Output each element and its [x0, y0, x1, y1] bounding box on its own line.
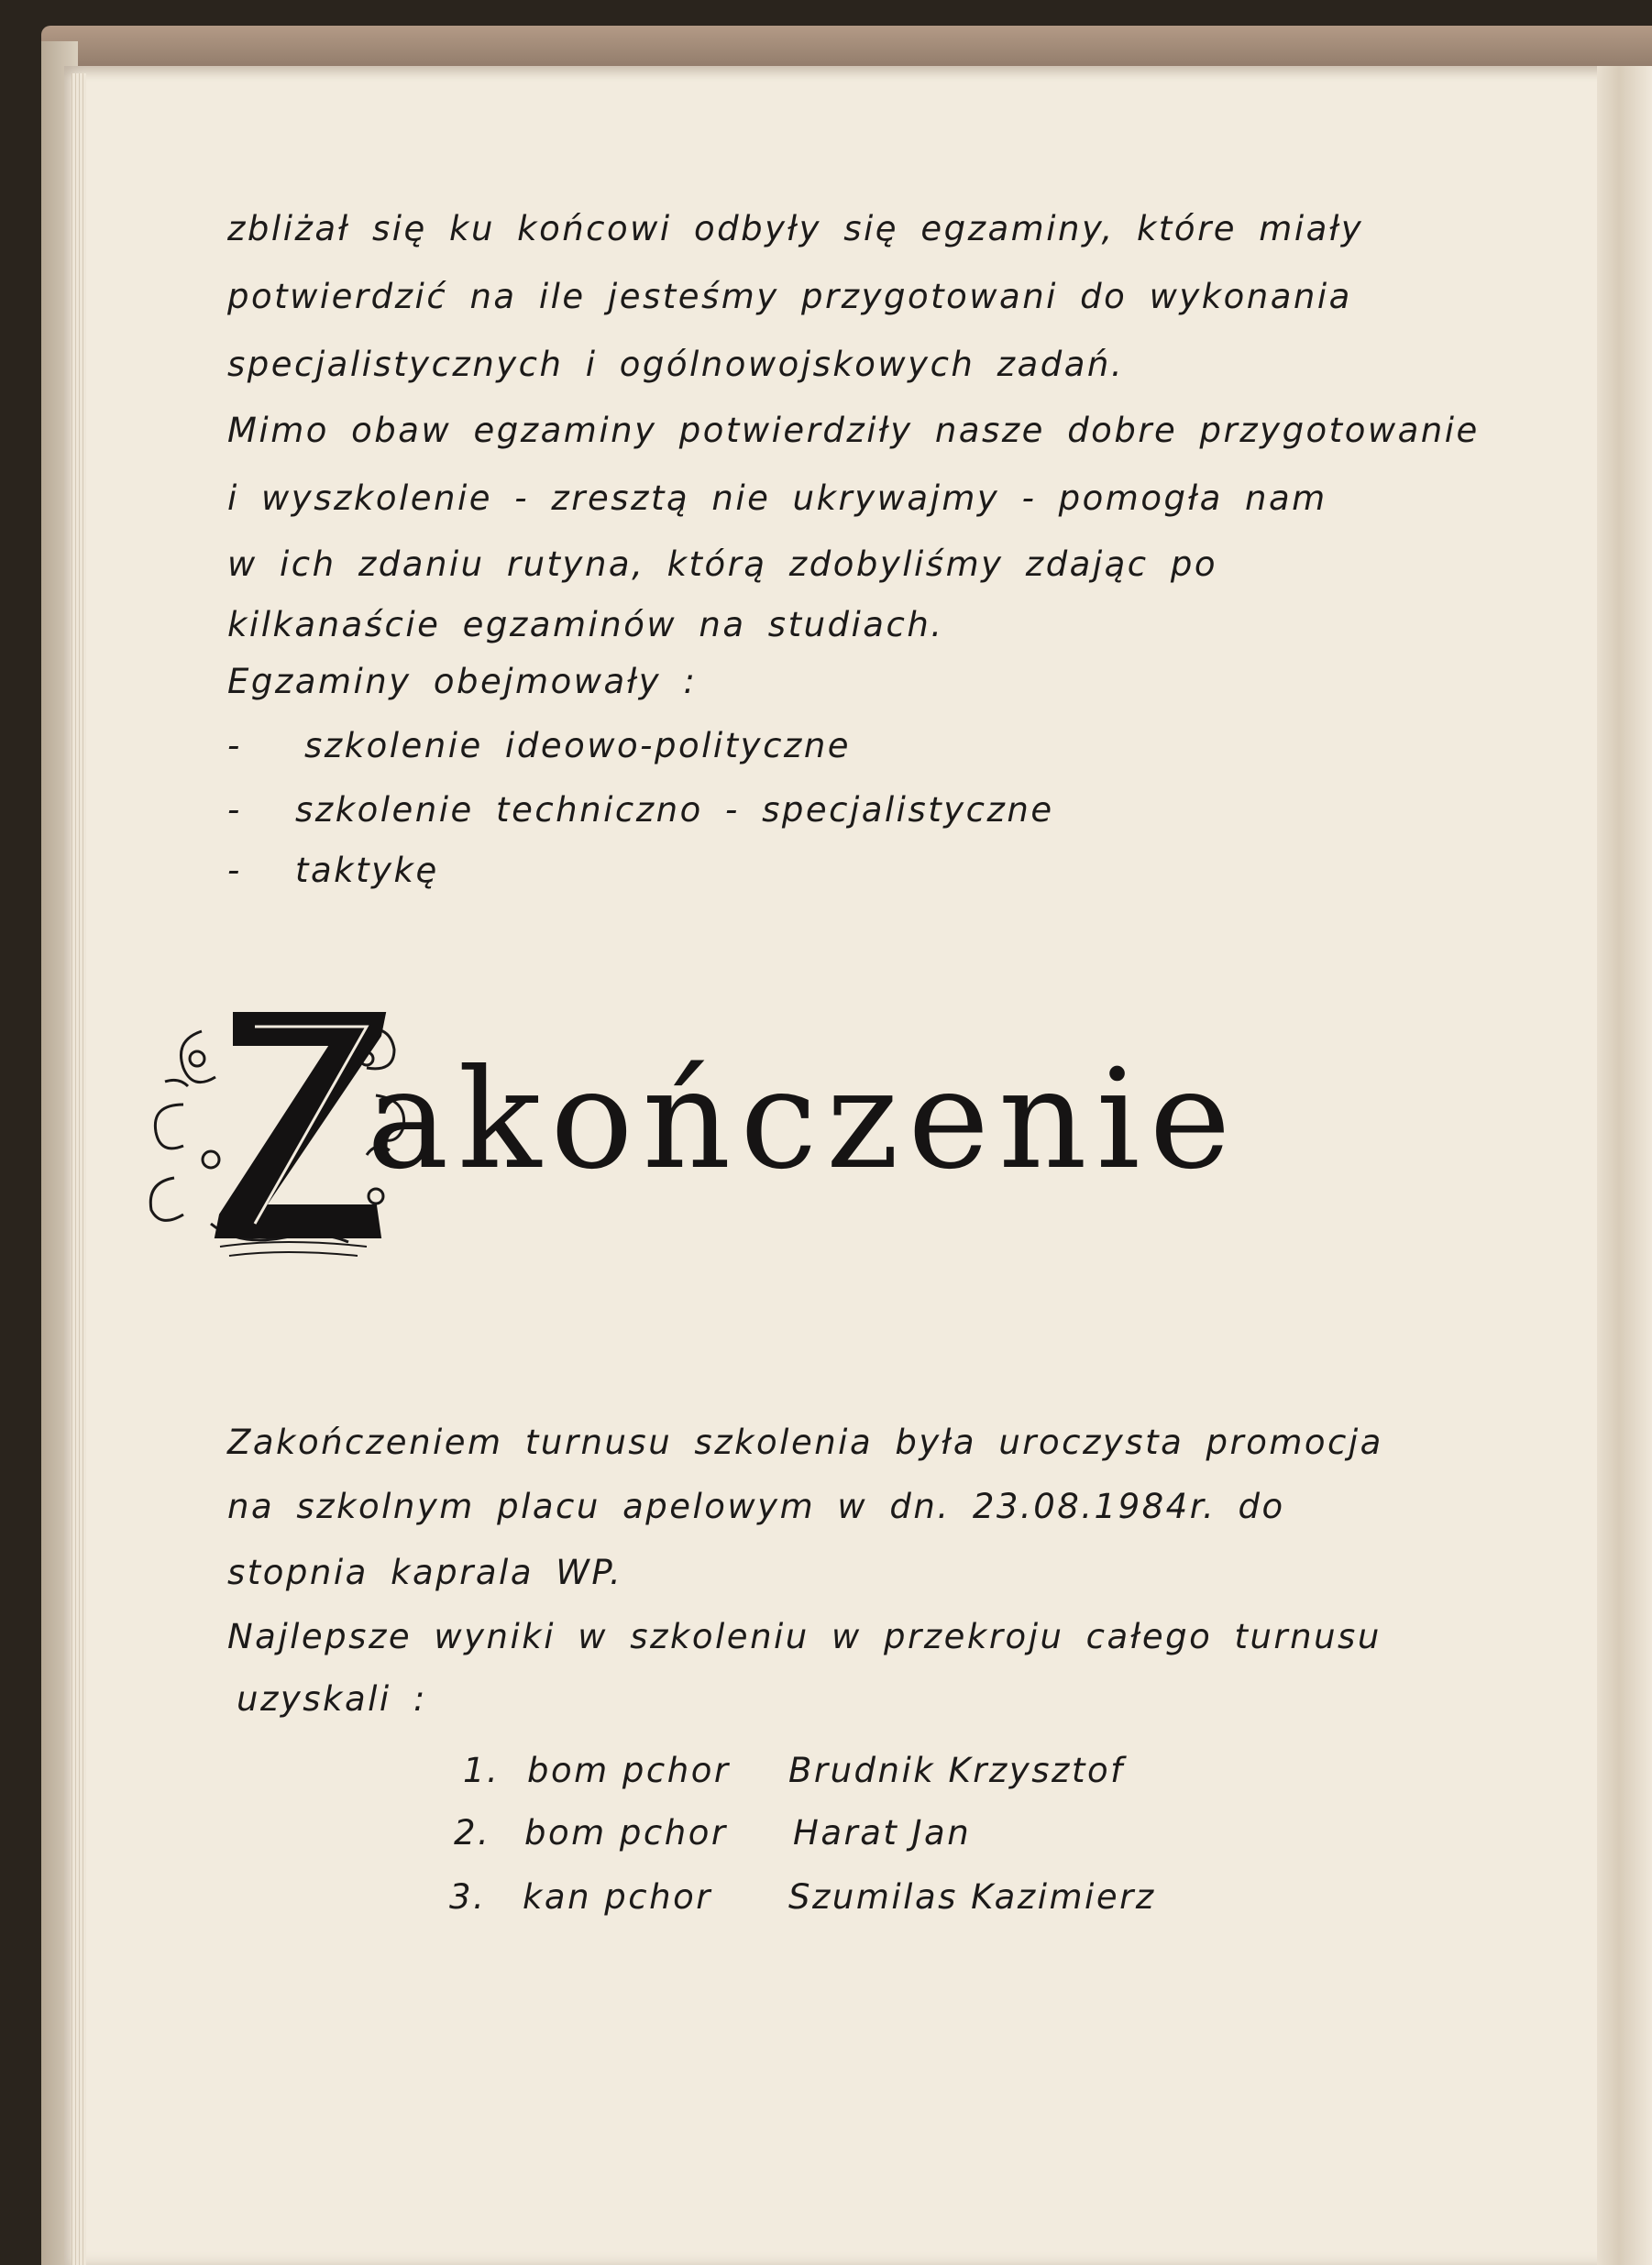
- item-rank: kan pchor: [523, 1877, 712, 1917]
- text-line: Mimo obaw egzaminy potwierdziły nasze dobre przygotowanie: [227, 411, 1480, 450]
- bullet-dash: -: [227, 851, 242, 890]
- item-name: Brudnik Krzysztof: [788, 1751, 1125, 1790]
- item-number: 2.: [454, 1813, 491, 1853]
- item-rank: bom pchor: [524, 1813, 728, 1853]
- text-line: potwierdzić na ile jesteśmy przygotowani do wykonania: [227, 277, 1352, 316]
- heading-text: akończenie: [367, 1040, 1240, 1200]
- section-heading: [147, 995, 1338, 1260]
- item-rank: bom pchor: [527, 1751, 731, 1790]
- text-line: specjalistycznych i ogólnowojskowych zadań.: [227, 345, 1125, 384]
- book-cover-top: [41, 26, 1652, 71]
- text-line: na szkolnym placu apelowym w dn. 23.08.1984r. do: [227, 1487, 1285, 1526]
- bullet-item: szkolenie ideowo-polityczne: [304, 726, 852, 765]
- bullet-dash: -: [227, 790, 242, 830]
- text-line: Egzaminy obejmowały :: [227, 662, 698, 701]
- text-line: w ich zdaniu rutyna, którą zdobyliśmy zdając po: [227, 544, 1218, 584]
- bullet-dash: -: [227, 726, 242, 765]
- bullet-item: taktykę: [295, 851, 439, 890]
- item-number: 3.: [449, 1877, 487, 1917]
- item-number: 1.: [463, 1751, 501, 1790]
- text-line: kilkanaście egzaminów na studiach.: [227, 605, 944, 644]
- item-name: Szumilas Kazimierz: [788, 1877, 1156, 1917]
- bullet-item: szkolenie techniczno - specjalistyczne: [295, 790, 1054, 830]
- text-line: uzyskali :: [237, 1679, 427, 1719]
- text-line: stopnia kaprala WP.: [227, 1553, 623, 1592]
- page-stack-edge: [72, 73, 86, 2265]
- item-name: Harat Jan: [793, 1813, 972, 1853]
- text-line: Zakończeniem turnusu szkolenia była uroczysta promocja: [227, 1423, 1383, 1462]
- page-fold-edge: [1597, 66, 1652, 2265]
- text-line: i wyszkolenie - zresztą nie ukrywajmy - pomogła nam: [227, 478, 1327, 518]
- text-line: zbliżał się ku końcowi odbyły się egzaminy, które miały: [227, 209, 1364, 248]
- text-line: Najlepsze wyniki w szkoleniu w przekroju całego turnusu: [227, 1617, 1382, 1656]
